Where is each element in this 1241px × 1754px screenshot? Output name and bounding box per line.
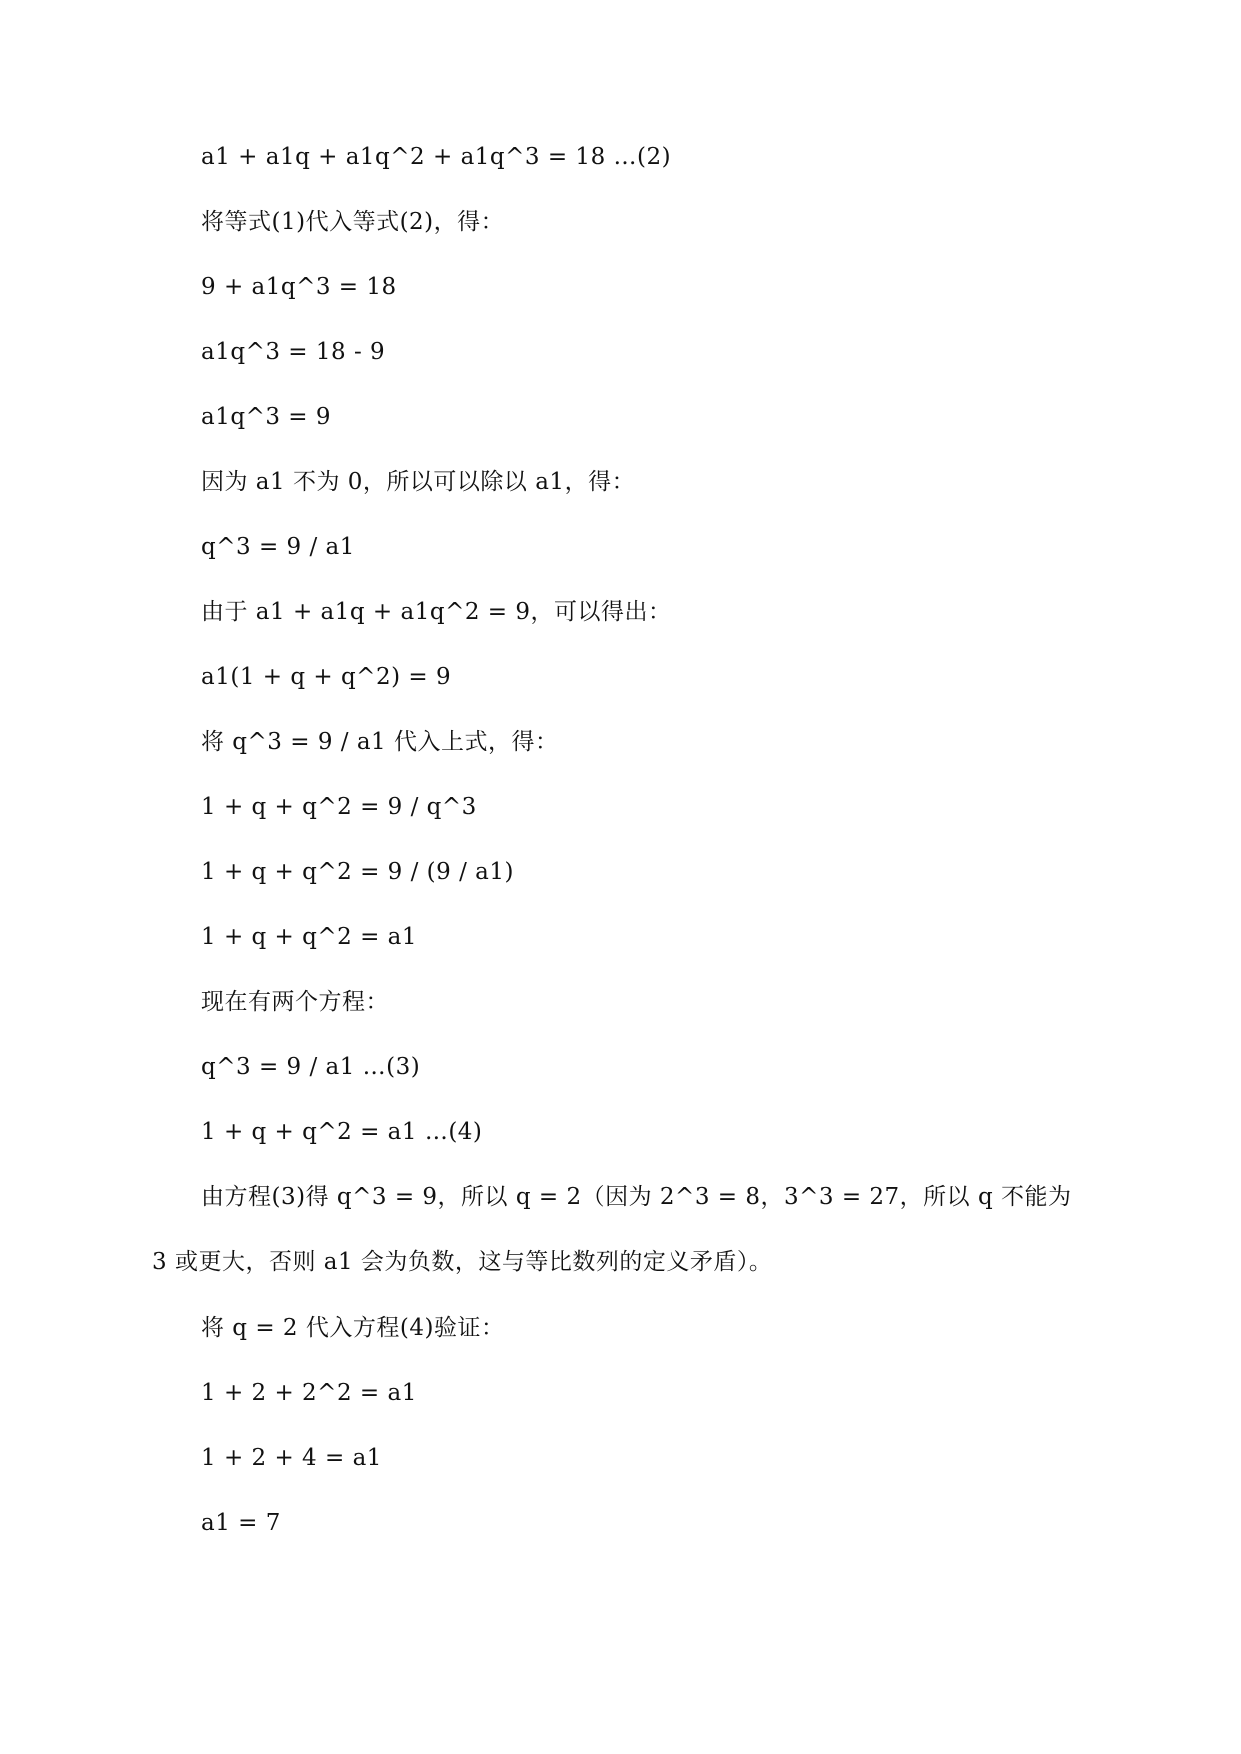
equation-line: 1 + q + q^2 = a1 …(4) bbox=[201, 1119, 483, 1145]
equation-line: 1 + q + q^2 = 9 / q^3 bbox=[201, 794, 477, 820]
equation-line: 1 + 2 + 4 = a1 bbox=[201, 1445, 382, 1471]
text-line: 将 q^3 = 9 / a1 代入上式，得： bbox=[201, 729, 559, 755]
text-line: 由于 a1 + a1q + a1q^2 = 9，可以得出： bbox=[201, 599, 672, 625]
equation-line: 1 + 2 + 2^2 = a1 bbox=[201, 1380, 417, 1406]
equation-line: q^3 = 9 / a1 …(3) bbox=[201, 1054, 421, 1080]
equation-line: q^3 = 9 / a1 bbox=[201, 534, 355, 560]
document-body bbox=[152, 142, 1092, 1573]
equation-line: 9 + a1q^3 = 18 bbox=[201, 274, 397, 300]
equation-line: 1 + q + q^2 = 9 / (9 / a1) bbox=[201, 859, 514, 885]
equation-line: a1 + a1q + a1q^2 + a1q^3 = 18 …(2) bbox=[201, 144, 672, 170]
equation-line: a1 = 7 bbox=[201, 1510, 281, 1536]
explanation-paragraph: 由方程(3)得 q^3 = 9，所以 q = 2（因为 2^3 = 8，3^3 = 27，所以 q 不能为 3 或更大，否则 a1 会为负数，这与等比数列的定义矛盾）。 bbox=[152, 1184, 1072, 1275]
equation-line: 1 + q + q^2 = a1 bbox=[201, 924, 418, 950]
text-line: 将 q = 2 代入方程(4)验证： bbox=[201, 1315, 505, 1341]
equation-line: a1q^3 = 18 - 9 bbox=[201, 339, 386, 365]
equation-line: a1(1 + q + q^2) = 9 bbox=[201, 664, 452, 690]
text-line: 现在有两个方程： bbox=[201, 989, 389, 1015]
text-line: 将等式(1)代入等式(2)，得： bbox=[201, 209, 505, 235]
text-line: 因为 a1 不为 0，所以可以除以 a1，得： bbox=[201, 469, 636, 495]
equation-line: a1q^3 = 9 bbox=[201, 404, 332, 430]
